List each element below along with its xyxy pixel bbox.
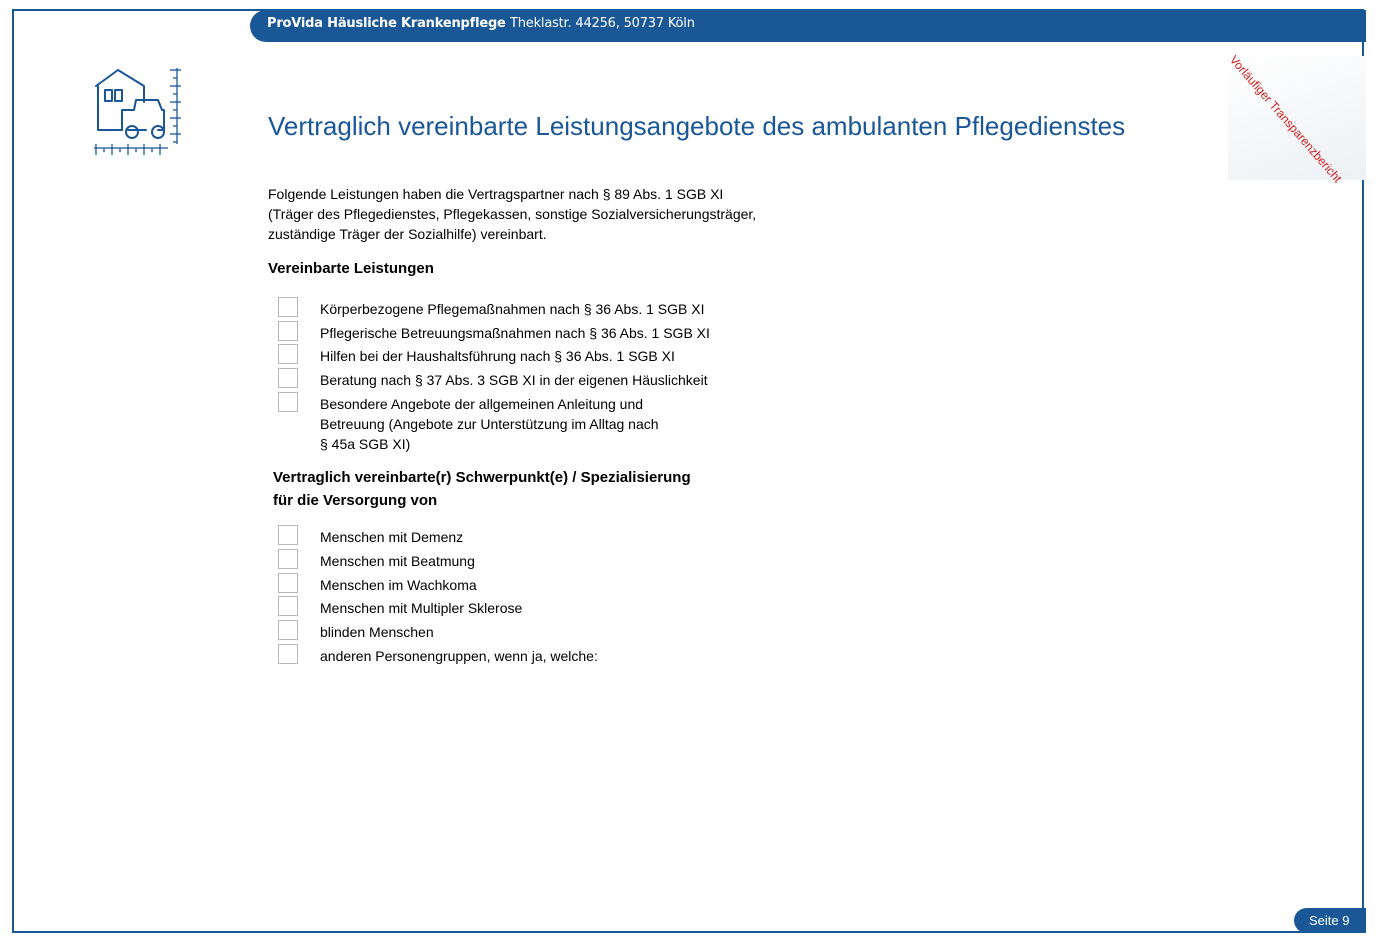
service-checkbox[interactable] (278, 368, 298, 388)
specialization-label: Menschen mit Beatmung (320, 553, 475, 569)
specialization-checkbox[interactable] (278, 620, 298, 640)
specialization-label: blinden Menschen (320, 624, 434, 640)
intro-line: Folgende Leistungen haben die Vertragspartner nach § 89 Abs. 1 SGB XI (268, 186, 724, 202)
service-checkbox[interactable] (278, 344, 298, 364)
service-label: Beratung nach § 37 Abs. 3 SGB XI in der eigenen Häuslichkeit (320, 372, 708, 388)
service-label: Hilfen bei der Haushaltsführung nach § 36 Abs. 1 SGB XI (320, 348, 675, 364)
specialization-label: Menschen mit Demenz (320, 529, 464, 545)
specialization-label: anderen Personengruppen, wenn ja, welche: (320, 648, 598, 664)
service-label: Pflegerische Betreuungsmaßnahmen nach § 36 Abs. 1 SGB XI (320, 325, 710, 341)
stamp-text: Vorläufiger Transparenzbericht (1226, 52, 1345, 186)
header-provider (267, 16, 695, 31)
service-label (320, 394, 659, 454)
specialization-checkbox[interactable] (278, 573, 298, 593)
service-checkbox[interactable] (278, 321, 298, 341)
service-label-line: Betreuung (Angebote zur Unterstützung im Alltag nach (320, 416, 659, 432)
intro-paragraph (268, 184, 756, 244)
house-and-car-icon (88, 64, 188, 160)
specialization-checkbox[interactable] (278, 549, 298, 569)
page-title: Vertraglich vereinbarte Leistungsangebote des ambulanten Pflegedienstes (268, 111, 1126, 141)
services-heading: Vereinbarte Leistungen (268, 260, 434, 277)
provider-address: Theklastr. 44256, 50737 Köln (510, 16, 695, 31)
intro-line: (Träger des Pflegedienstes, Pflegekassen, sonstige Sozialversicherungsträger, (268, 206, 757, 222)
specialization-checkbox[interactable] (278, 525, 298, 545)
specializations-heading (273, 466, 691, 512)
specializations-heading-line: Vertraglich vereinbarte(r) Schwerpunkt(e) / Spezialisierung (273, 469, 691, 486)
service-checkbox[interactable] (278, 392, 298, 412)
specialization-checkbox[interactable] (278, 644, 298, 664)
specialization-label: Menschen im Wachkoma (320, 577, 477, 593)
service-label-line: Besondere Angebote der allgemeinen Anleitung und (320, 396, 644, 412)
page-number-badge: Seite 9 (1294, 908, 1366, 933)
provider-name: ProVida Häusliche Krankenpflege (267, 16, 506, 31)
specialization-checkbox[interactable] (278, 596, 298, 616)
intro-line: zuständige Träger der Sozialhilfe) vereinbart. (268, 226, 547, 242)
specialization-label: Menschen mit Multipler Sklerose (320, 600, 523, 616)
specializations-heading-line: für die Versorgung von (273, 492, 438, 509)
service-checkbox[interactable] (278, 297, 298, 317)
service-label: Körperbezogene Pflegemaßnahmen nach § 36 Abs. 1 SGB XI (320, 301, 705, 317)
service-label-line: § 45a SGB XI) (320, 436, 411, 452)
